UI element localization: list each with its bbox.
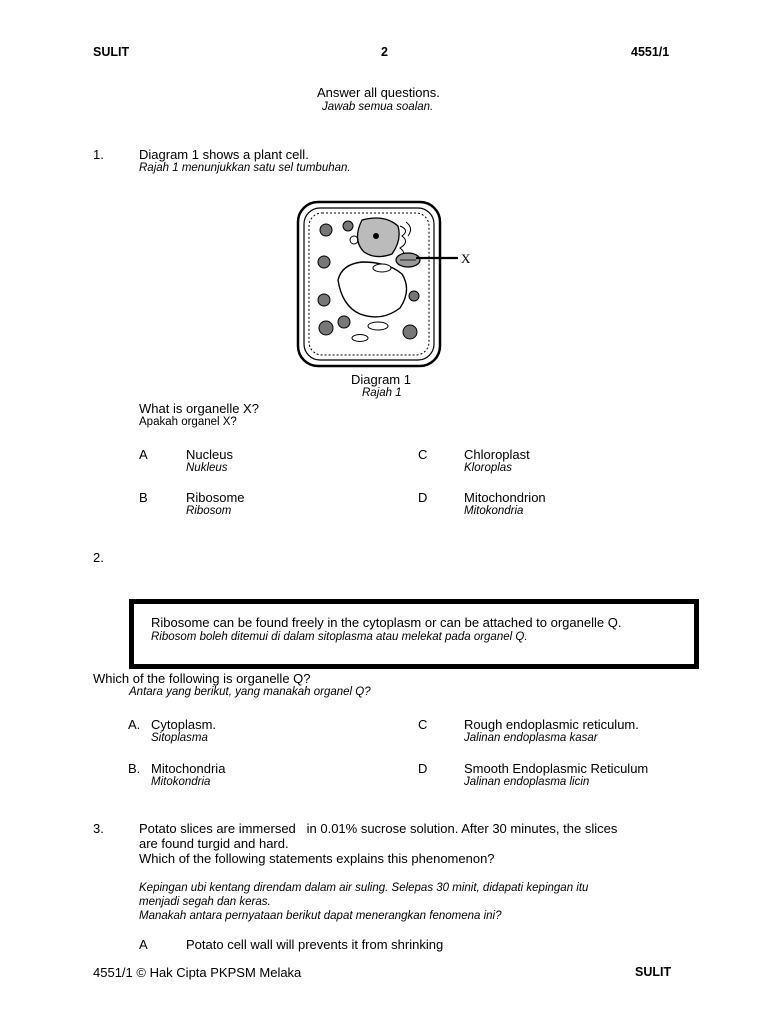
q1-option-a-en: Nucleus: [186, 447, 233, 462]
footer-copyright: 4551/1 © Hak Cipta PKPSM Melaka: [93, 965, 302, 980]
q2-option-b-letter: B.: [128, 761, 141, 776]
q2-box-ms: Ribosom boleh ditemui di dalam sitoplasma atau melekat pada organel Q.: [151, 631, 528, 643]
q2-option-a-ms: Sitoplasma: [151, 732, 208, 744]
q2-box-en: Ribosome can be found freely in the cytoplasm or can be attached to organelle Q.: [151, 615, 622, 630]
q2-option-c-ms: Jalinan endoplasma kasar: [464, 732, 598, 744]
q1-option-d-en: Mitochondrion: [464, 490, 546, 505]
instruction-en: Answer all questions.: [317, 85, 440, 100]
q1-option-a-ms: Nukleus: [186, 462, 228, 474]
q2-option-c-letter: C: [418, 717, 428, 732]
header-sulit: SULIT: [93, 45, 130, 59]
q1-option-c-en: Chloroplast: [464, 447, 530, 462]
q2-number: 2.: [93, 550, 104, 565]
q1-option-a-letter: A: [139, 447, 148, 462]
instruction-ms: Jawab semua soalan.: [322, 101, 434, 113]
q1-stem-ms: Rajah 1 menunjukkan satu sel tumbuhan.: [139, 162, 351, 174]
q3-stem-en-line3: Which of the following statements explains this phenomenon?: [139, 851, 495, 866]
q3-option-a-en: Potato cell wall will prevents it from shrinking: [186, 937, 444, 952]
q3-stem-en-line1: Potato slices are immersed in 0.01% sucrose solution. After 30 minutes, the slices: [139, 821, 618, 836]
q1-option-b-en: Ribosome: [186, 490, 245, 505]
q2-option-a-en: Cytoplasm.: [151, 717, 217, 732]
q2-question-ms: Antara yang berikut, yang manakah organel Q?: [129, 686, 371, 698]
diagram-caption-en: Diagram 1: [351, 372, 411, 387]
diagram-label-x: X: [461, 251, 471, 266]
q2-option-b-ms: Mitokondria: [151, 776, 211, 788]
q1-option-b-ms: Ribosom: [186, 505, 232, 517]
q3-option-a-letter: A: [139, 937, 148, 952]
q2-statement-box: [129, 599, 699, 669]
diagram-caption-ms: Rajah 1: [362, 387, 402, 399]
q2-option-d-en: Smooth Endoplasmic Reticulum: [464, 761, 649, 776]
q1-question-ms: Apakah organel X?: [139, 416, 237, 428]
q2-question-en: Which of the following is organelle Q?: [93, 671, 311, 686]
q2-option-d-letter: D: [418, 761, 428, 776]
q1-number: 1.: [93, 147, 104, 162]
q3-stem-ms-line2: menjadi segah dan keras.: [139, 896, 271, 908]
q3-stem-ms-line1: Kepingan ubi kentang direndam dalam air suling. Selepas 30 minit, didapati kepingan itu: [139, 882, 589, 894]
q1-question-en: What is organelle X?: [139, 401, 259, 416]
q1-option-d-ms: Mitokondria: [464, 505, 524, 517]
paper-code: 4551/1: [631, 45, 670, 59]
page-number: 2: [381, 45, 388, 59]
footer-sulit: SULIT: [635, 965, 672, 979]
q1-option-d-letter: D: [418, 490, 428, 505]
q1-stem-en: Diagram 1 shows a plant cell.: [139, 147, 309, 162]
q2-option-a-letter: A.: [128, 717, 141, 732]
q2-option-d-ms: Jalinan endoplasma licin: [464, 776, 590, 788]
q1-option-b-letter: B: [139, 490, 148, 505]
q3-stem-ms-line3: Manakah antara pernyataan berikut dapat menerangkan fenomena ini?: [139, 910, 502, 922]
q1-option-c-ms: Kloroplas: [464, 462, 512, 474]
plant-cell-diagram: [290, 196, 480, 372]
q2-option-c-en: Rough endoplasmic reticulum.: [464, 717, 639, 732]
q3-stem-en-line2: are found turgid and hard.: [139, 836, 289, 851]
q3-number: 3.: [93, 821, 104, 836]
q2-option-b-en: Mitochondria: [151, 761, 226, 776]
q1-option-c-letter: C: [418, 447, 428, 462]
